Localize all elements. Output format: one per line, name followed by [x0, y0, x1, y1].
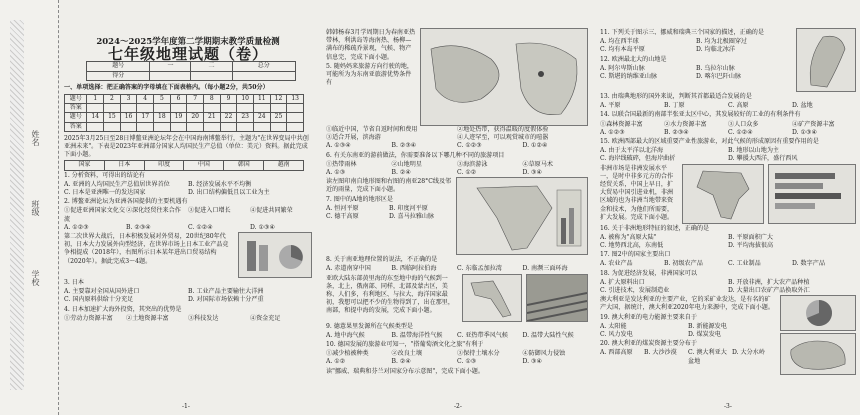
option[interactable]: B. 地形以山地为主: [728, 147, 780, 155]
option[interactable]: D. 平均海拔很高: [728, 242, 774, 250]
option[interactable]: A. 由于太平洋以北洋海: [600, 147, 664, 155]
option[interactable]: D. 大量出口农矿产品换取外汇: [728, 287, 810, 295]
option: ④矿产资源丰富: [792, 120, 835, 128]
option: ①临近中国，节省自返时间和费用: [326, 126, 418, 133]
answer-table-cell[interactable]: [270, 104, 287, 113]
option[interactable]: D. 对国际市场依赖十分严重: [188, 296, 264, 304]
answer-table-cell[interactable]: 6: [170, 95, 187, 104]
map-graphic: [463, 275, 521, 321]
answer-table-cell[interactable]: 16: [120, 113, 137, 122]
option[interactable]: D. 南濒三面环海: [522, 265, 568, 273]
answer-table-cell[interactable]: 4: [137, 95, 154, 104]
answer-table-cell[interactable]: [87, 104, 104, 113]
option: ④草原马术: [522, 160, 553, 168]
option[interactable]: C. 斯堪的纳维亚山脉: [600, 73, 658, 81]
map-graphic: [683, 165, 763, 223]
trade-chart-figure: [238, 232, 312, 278]
options-1: [64, 181, 312, 197]
option[interactable]: B. 工业产品主要输往大洋洲: [188, 288, 264, 296]
option[interactable]: B. 经济发展水平不均衡: [188, 180, 252, 188]
question-5: 5. 随妈妈来旅游方向行驶的地，可能所为为东南亚旅游优势条件有: [326, 62, 413, 87]
option: ③人口众多: [728, 120, 759, 128]
option: ②改良土壤: [391, 350, 422, 358]
option[interactable]: B. 西临阿拉伯海: [391, 265, 437, 273]
answer-table-cell[interactable]: [104, 104, 121, 113]
options-19: [600, 323, 776, 339]
page-number: -2-: [454, 402, 462, 410]
option[interactable]: A. 农业产品: [600, 260, 633, 268]
answer-table-cell[interactable]: 11: [253, 95, 270, 104]
question-12: 12. 欧洲最北大的山地是: [600, 55, 667, 63]
options-12: [600, 65, 792, 81]
option[interactable]: B. 平原面积广大: [728, 233, 773, 241]
intro-text-2: 第二次世界大战后，日本积极发展对外贸易，20世纪80年代初，日本大力发展外向型经济，在世界市场上日本工业产品竞争相提成（2018年），右图所示日本某年进出口贸易结构（2020年）。据此完成3～4题。: [64, 233, 229, 265]
gdp-table-head: 印度: [144, 161, 184, 170]
options-10: [326, 350, 588, 366]
option: ②水力资源丰富: [664, 120, 707, 128]
question-8: 8. 关于南亚地理位置的说法，不正确的是: [326, 256, 438, 264]
question-14: 14. 以联合国最新的南部半张亚太区中心，其发展较好的工业的有利条件有: [600, 111, 801, 119]
question-1: 1. 分析资料，可得出的结论有: [64, 171, 145, 179]
option: ①劳动力资源丰富: [64, 314, 113, 322]
intro-text: 2025年3月25日至28日博鳌亚洲论坛年会在中国海南博鳌举行，主题为"在世界变局中共创亚洲未来"。下表是2023年亚洲部分国家人均国民生产总值（单位：美元）资料。据此完成下面小题。: [64, 134, 309, 159]
question-16: 16. 关于非洲地形特征的叙述，正确的是: [600, 224, 710, 232]
answer-table-cell[interactable]: [154, 122, 171, 131]
answer-table-cell[interactable]: 5: [154, 95, 171, 104]
options-15: [600, 147, 856, 163]
option[interactable]: B. 初级农产品: [664, 260, 703, 268]
intro-text-7: 读左图印南自地形图和右图的南亚28°C线及邻近的雨量，完成下面小题。: [326, 178, 452, 194]
question-17: 17. 图2中的国家主要出口: [600, 251, 671, 259]
question-18: 18. 为促进经济发展，非洲国家可以: [600, 269, 697, 277]
answer-table-cell[interactable]: [287, 122, 304, 131]
question-9: 9. 德薏果里发源所在气候类型是: [326, 322, 413, 330]
vineyard-photo: [526, 274, 588, 322]
option[interactable]: D. ③④: [522, 358, 542, 366]
map-graphic: [421, 29, 587, 125]
paper-title: 七年级地理试题（卷）: [107, 45, 268, 64]
score-cell[interactable]: [191, 71, 232, 80]
binding-margin: [0, 0, 59, 415]
option[interactable]: C. ①②④: [188, 223, 213, 231]
option[interactable]: C. ①②④: [728, 128, 753, 136]
answer-table-label: 题号: [65, 113, 87, 122]
option[interactable]: A. 地中海气候: [326, 331, 365, 339]
answer-table-cell[interactable]: [137, 104, 154, 113]
option[interactable]: C. 工业制品: [728, 260, 761, 268]
score-head: 一: [150, 62, 191, 71]
option: ①促进亚洲国家文化交流: [64, 207, 125, 223]
answer-table-cell[interactable]: 12: [270, 95, 287, 104]
answer-table-cell[interactable]: 9: [220, 95, 237, 104]
question-6: 6. 有关东南亚的游前做法，你需要准备以下哪几种不同的旅游项目: [326, 151, 505, 159]
options-2: [64, 207, 312, 232]
hatched-band: [10, 20, 24, 390]
answer-table-cell[interactable]: [220, 104, 237, 113]
option[interactable]: D. 大分水岭: [732, 349, 765, 357]
map-graphic: [797, 29, 855, 91]
answer-table-cell[interactable]: 18: [154, 113, 171, 122]
answer-table-cell[interactable]: 17: [137, 113, 154, 122]
option[interactable]: A. 西部高原: [600, 349, 633, 357]
option[interactable]: B. ②③④: [126, 223, 151, 231]
answer-table-cell[interactable]: 8: [204, 95, 221, 104]
answer-table-cell[interactable]: 13: [287, 95, 304, 104]
answer-table-cell[interactable]: 14: [87, 113, 104, 122]
option[interactable]: C. ①③: [457, 358, 477, 366]
option: ③科技发达: [188, 314, 219, 322]
answer-table-cell[interactable]: [287, 113, 304, 122]
options-16: [600, 234, 856, 250]
answer-table-cell[interactable]: [237, 104, 254, 113]
option[interactable]: D. 攀援大西洋，盛行西风: [728, 155, 798, 163]
option[interactable]: A. 平原: [600, 102, 621, 110]
answer-table-cell[interactable]: 1: [87, 95, 104, 104]
answer-table-cell[interactable]: [253, 104, 270, 113]
answer-table-cell[interactable]: [220, 122, 237, 131]
answer-table-label: 答案: [65, 122, 87, 131]
option: ①减少植被种类: [326, 350, 369, 358]
answer-table-cell[interactable]: [237, 122, 254, 131]
southeast-asia-map: [420, 28, 588, 126]
score-head: 二: [191, 62, 232, 71]
chart-graphic: [769, 165, 855, 223]
score-label: 得分: [87, 71, 150, 80]
score-cell[interactable]: [150, 71, 191, 80]
option[interactable]: B. 新能源发电: [688, 322, 727, 330]
answer-table-cell[interactable]: [270, 122, 287, 131]
option[interactable]: A. 均在西半球: [600, 38, 639, 46]
option[interactable]: A. 恒河平原: [326, 204, 359, 212]
options-18: [600, 279, 856, 295]
option[interactable]: D. 均临北冰洋: [696, 46, 736, 54]
option[interactable]: D. 喜马拉雅山脉: [389, 213, 435, 221]
answer-table-cell[interactable]: 15: [104, 113, 121, 122]
gdp-table-head: 中国: [184, 161, 224, 170]
australia-map: [780, 333, 856, 375]
option[interactable]: D. 温带大陆性气候: [522, 331, 574, 339]
answer-table-cell[interactable]: 2: [104, 95, 121, 104]
photo-graphic: [527, 275, 587, 321]
option[interactable]: A. 亚洲的人均国民生产总值居世界首位: [64, 180, 170, 188]
options-9: [326, 332, 588, 340]
answer-table-cell[interactable]: 23: [237, 113, 254, 122]
option: ④防御风力侵蚀: [522, 350, 566, 358]
answer-table-cell[interactable]: [154, 104, 171, 113]
answer-table-label: 题号: [65, 95, 87, 104]
option[interactable]: B. 丁原: [664, 102, 685, 110]
option[interactable]: B. ②④: [391, 169, 411, 177]
intro-text-9: 亚欧大陆东部黄里海的东至地中海的气候到一条，北上，俄南部、同样，北部及蒙古区，美称、人们多，有利地区、与拉大、海洋国家最初，我想可以把不少的生物得到了，出在那里，南部，和提中海的发展，完成下面小题。: [326, 274, 454, 315]
question-3: 3. 日本: [64, 279, 84, 287]
options-11: [600, 38, 792, 54]
answer-table-cell[interactable]: [87, 122, 104, 131]
question-10: 10. 德国发展的旅游业可知一，"搭葡萄酒文化之旅"有利于: [326, 341, 484, 349]
option[interactable]: D. 数字产品: [792, 260, 825, 268]
answer-table-cell[interactable]: [104, 122, 121, 131]
score-head: 总分: [232, 62, 295, 71]
gdp-table-head: 日本: [104, 161, 144, 170]
answer-table-cell[interactable]: 3: [120, 95, 137, 104]
class-label: 班级: [31, 200, 40, 216]
option[interactable]: D. 盆地: [792, 102, 813, 110]
options-14: [600, 121, 856, 137]
answer-table-cell[interactable]: 7: [187, 95, 204, 104]
south-asia-map: [456, 177, 588, 255]
option: ②山地明星: [391, 160, 422, 168]
option[interactable]: B. ②③④: [664, 128, 689, 136]
gdp-table-head: 韩国: [224, 161, 264, 170]
page-3: [600, 0, 856, 415]
option[interactable]: D. ①③④: [792, 128, 817, 136]
option[interactable]: C. 高原: [728, 102, 749, 110]
exam-title: 2024～2025学年度第二学期期末教学质量检测: [96, 37, 280, 47]
page-2: [326, 0, 588, 415]
section-heading: 一、单项选择：把正确答案的字母填在下面表格内。（每小题2分，共50分）: [64, 83, 269, 91]
answer-table-label: 答案: [65, 104, 87, 113]
option[interactable]: D. 喀尔巴阡山脉: [696, 73, 742, 81]
page-1: [64, 0, 312, 415]
note-text: 读"挪威、瑞典和芬兰对国家分布示意图"，完成下面小题。: [326, 367, 484, 375]
answer-table-cell[interactable]: [170, 122, 187, 131]
answer-table-cell[interactable]: [120, 122, 137, 131]
answer-table-cell[interactable]: 10: [237, 95, 254, 104]
option[interactable]: A. 阿尔卑斯山脉: [600, 64, 645, 72]
question-7: 7. 图中的A地的地形区是: [326, 195, 393, 203]
africa-map: [682, 164, 764, 224]
option: ④促进共同繁荣: [250, 207, 293, 215]
option[interactable]: C. 风力发电: [600, 331, 633, 339]
option[interactable]: D. ①③④: [250, 223, 275, 231]
answer-table: [64, 94, 304, 132]
option[interactable]: C. 引进技术，发展制造业: [600, 287, 670, 295]
option[interactable]: B. ②③④: [391, 142, 417, 150]
option[interactable]: A. ①②③: [600, 128, 625, 136]
options-7: [326, 205, 452, 221]
option[interactable]: C. 澳大利亚大盆地: [688, 349, 727, 365]
school-label: 学校: [31, 270, 40, 286]
options-17: [600, 260, 856, 268]
option[interactable]: A. ①③④: [326, 142, 351, 150]
option: ②土地资源丰富: [126, 314, 169, 322]
question-15: 15. 欧洲西部最大的区域重要产业性旅游业，对此气候的形成原因有重要作用的是: [600, 138, 819, 146]
options-5: [326, 126, 588, 142]
option[interactable]: B. 印度河平原: [389, 204, 428, 212]
option[interactable]: C. ①②③: [457, 142, 482, 150]
option[interactable]: C. 德干高原: [326, 213, 359, 221]
option[interactable]: A. 赤道南穿中国: [326, 265, 371, 273]
option: ③促进入口增长: [188, 207, 231, 215]
scandinavia-map: [796, 28, 856, 92]
answer-table-cell[interactable]: [287, 104, 304, 113]
option: ①热带雨林: [326, 160, 357, 168]
option: ①森林资源丰富: [600, 120, 643, 128]
options-6: [326, 161, 588, 177]
question-20: 20. 澳大利亚的煤炭资源主要分布于: [600, 340, 697, 348]
map-graphic: [781, 334, 856, 374]
answer-table-cell[interactable]: [253, 122, 270, 131]
answer-table-cell[interactable]: [120, 104, 137, 113]
option[interactable]: B. 开放非洲，扩大农产品种植: [728, 278, 810, 286]
question-19: 19. 澳大利亚的电力能源主要来自于: [600, 313, 697, 321]
trade-chart-graphic: [239, 233, 311, 277]
page-number: -1-: [182, 402, 190, 410]
answer-table-cell[interactable]: [137, 122, 154, 131]
options-20: [600, 349, 776, 365]
question-2: 2. 博鳌亚洲论坛为亚洲各国提供的主要机遇有: [64, 198, 188, 206]
score-head: 题号: [87, 62, 150, 71]
option: ④资金充足: [250, 314, 281, 322]
option[interactable]: A. ①②: [326, 358, 346, 366]
export-bar-chart: [768, 164, 856, 224]
option: ③海滨游泳: [457, 160, 488, 168]
energy-pie-chart: [780, 295, 856, 331]
score-cell[interactable]: [232, 71, 295, 80]
option[interactable]: A. 主要靠对全国从国外进口: [64, 288, 140, 296]
name-label: 姓名: [31, 130, 40, 146]
option[interactable]: C. 海岸线破碎，但海岸曲折: [600, 155, 676, 163]
option[interactable]: D. ③④: [522, 169, 542, 177]
answer-table-cell[interactable]: [187, 104, 204, 113]
gdp-table: [64, 160, 304, 170]
answer-table-cell[interactable]: 21: [204, 113, 221, 122]
option[interactable]: D. 煤炭发电: [688, 331, 721, 339]
option[interactable]: C. 均有本岛平原: [600, 46, 645, 54]
option[interactable]: A. 扩大原料出口: [600, 278, 645, 286]
option[interactable]: B. 温带海洋性气候: [391, 331, 443, 339]
option[interactable]: A. 被称为"高原大陆": [600, 233, 657, 241]
option[interactable]: B. 乌拉尔山脉: [696, 64, 735, 72]
page-number: -3-: [724, 402, 732, 410]
score-table: [86, 61, 296, 80]
option[interactable]: C. 地势西北高，东南低: [600, 242, 664, 250]
question-4: 4. 日本加速扩大海外投资，其突出的优势是: [64, 305, 182, 313]
answer-table-cell[interactable]: 20: [187, 113, 204, 122]
intro-text-19: 澳大利亚是发达利亚的主要产业，它的采矿业发达，是有名的矿产大国，据统计，澳大利亚2020年电力来源中，完成下面小题。: [600, 296, 774, 312]
option[interactable]: C. 东临孟加拉湾: [457, 265, 502, 273]
option: ②地处热带，获得温暖的度假体验: [457, 126, 549, 133]
answer-table-cell[interactable]: [204, 104, 221, 113]
gdp-table-head: 越南: [264, 161, 304, 170]
italy-map: [462, 274, 522, 322]
option: ③适合开展，滨海游: [326, 134, 381, 142]
answer-table-cell[interactable]: [170, 104, 187, 113]
chart-graphic: [781, 296, 856, 330]
option[interactable]: B. 大沙沙漠: [644, 349, 677, 357]
option[interactable]: C. ①②: [457, 169, 477, 177]
option[interactable]: A. ①②③: [64, 223, 89, 231]
answer-table-cell[interactable]: 22: [220, 113, 237, 122]
intro-text-16: 非洲市场是非洲发展水平一，是时中非多元方的合作经贸关系，中国上早日，扩大贸易中国引进业机，非洲区域的也为非洲当地带来资金和技术，为他们所需要，扩大发展。完成下面小题。: [600, 164, 674, 221]
options-4: [64, 315, 312, 323]
options-3: [64, 288, 312, 304]
gdp-table-head: 国家: [65, 161, 105, 170]
answer-table-cell[interactable]: [204, 122, 221, 131]
question-13: 13. 由瑞典地形的国外来说，判断其首都最适合发展的是: [600, 93, 752, 100]
option[interactable]: C. 国内原料供给十分充足: [64, 296, 134, 304]
options-13: [600, 102, 856, 110]
intro-text: 韩韩杨春3月学周期日为春南亚热带林，利洪岛等海南热、杨柳—满布的稀疏乔景观，气候、物产信息完，完成下面小题。: [326, 29, 416, 61]
question-11: 11. 下列关于图示三、挪威和瑞典三个国家的描述，正确的是: [600, 29, 764, 36]
answer-table-cell[interactable]: 24: [253, 113, 270, 122]
option[interactable]: C. 日本是亚洲唯一的发达国家: [64, 189, 146, 197]
option: ④人迹罕至，可以观赏城市的喧嚣: [457, 134, 549, 142]
answer-table-cell[interactable]: 25: [270, 113, 287, 122]
option[interactable]: D. ①②④: [522, 142, 548, 150]
option[interactable]: B. ②④: [391, 358, 411, 366]
answers-5: [326, 142, 588, 150]
answer-table-cell[interactable]: [187, 122, 204, 131]
option[interactable]: A. 太阳能: [600, 322, 627, 330]
option: ②深化经贸往来合作: [126, 207, 181, 215]
option[interactable]: D. 出口结构偏低且以工业为主: [188, 189, 270, 197]
answer-table-cell[interactable]: 19: [170, 113, 187, 122]
option: ③保持土壤水分: [457, 350, 500, 358]
option[interactable]: A. ①③: [326, 169, 346, 177]
options-8: [326, 265, 588, 273]
option[interactable]: B. 均为北极圈穿过: [696, 38, 748, 46]
option[interactable]: C. 亚热带季风气候: [457, 331, 508, 339]
map-graphic: [457, 178, 587, 254]
